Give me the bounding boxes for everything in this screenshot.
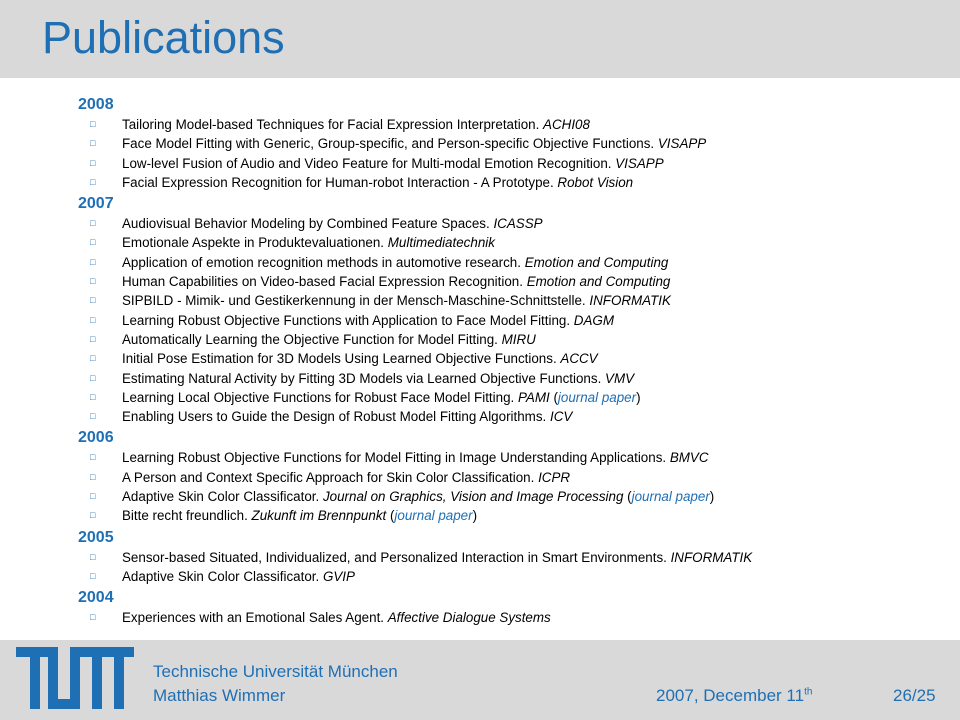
publication-title: Estimating Natural Activity by Fitting 3D Models via Learned Objective Functions.	[122, 370, 606, 386]
publication-item	[78, 214, 948, 233]
publication-item	[78, 291, 948, 310]
journal-paper-note: journal paper	[631, 489, 710, 505]
publication-title: Initial Pose Estimation for 3D Models Using Learned Objective Functions.	[122, 351, 561, 367]
publication-list	[78, 93, 948, 628]
square-bullet-icon: □	[90, 353, 96, 364]
publication-item	[78, 311, 948, 330]
publication-venue: ACHI08	[543, 117, 590, 132]
publication-venue: INFORMATIK	[670, 549, 753, 565]
square-bullet-icon: □	[90, 411, 96, 422]
publication-item	[78, 548, 948, 567]
square-bullet-icon: □	[90, 551, 96, 562]
publication-item	[78, 272, 948, 291]
note-close: )	[472, 508, 478, 524]
publication-item	[78, 448, 948, 467]
publication-item	[78, 173, 948, 192]
publication-venue: MIRU	[501, 331, 536, 347]
publication-venue: Emotion and Computing	[524, 254, 669, 270]
year-heading: 2004	[78, 589, 114, 607]
publication-title: Bitte recht freundlich.	[122, 508, 252, 524]
publication-item	[78, 608, 948, 627]
publication-venue: ICPR	[538, 469, 571, 485]
publication-venue: Journal on Graphics, Vision and Image Processing	[322, 489, 624, 505]
publication-venue: Zukunft im Brennpunkt	[251, 508, 387, 524]
publication-venue: Robot Vision	[557, 174, 634, 190]
publication-venue: VISAPP	[657, 136, 707, 152]
square-bullet-icon: □	[90, 510, 96, 521]
square-bullet-icon: □	[90, 391, 96, 402]
publication-title: Learning Robust Objective Functions with Application to Face Model Fitting.	[122, 312, 574, 328]
publication-item	[78, 233, 948, 252]
square-bullet-icon: □	[90, 452, 96, 463]
publication-title: A Person and Context Specific Approach for Skin Color Classification.	[122, 469, 539, 485]
square-bullet-icon: □	[90, 218, 96, 229]
footer-bar	[0, 640, 960, 720]
publication-venue: ACCV	[560, 351, 598, 367]
note-open: (	[386, 508, 395, 524]
page-number: 26/25	[893, 686, 936, 705]
note-close: )	[709, 489, 715, 505]
publication-title: Emotionale Aspekte in Produktevaluationen.	[122, 235, 388, 251]
publication-title: Learning Robust Objective Functions for Model Fitting in Image Understanding Applications.	[122, 450, 670, 466]
publication-item	[78, 388, 948, 407]
square-bullet-icon: □	[90, 119, 96, 129]
year-heading: 2006	[78, 429, 114, 447]
square-bullet-icon: □	[90, 295, 96, 306]
publication-title: Human Capabilities on Video-based Facial Expression Recognition.	[122, 274, 527, 290]
year-heading: 2008	[78, 96, 114, 113]
publication-venue: Multimediatechnik	[387, 235, 495, 251]
publication-venue: BMVC	[669, 450, 709, 466]
square-bullet-icon: □	[90, 372, 96, 383]
square-bullet-icon: □	[90, 138, 96, 149]
journal-paper-note: journal paper	[394, 508, 473, 524]
publication-title: Face Model Fitting with Generic, Group-specific, and Person-specific Objective Functions.	[122, 136, 658, 152]
publication-title: Enabling Users to Guide the Design of Robust Model Fitting Algorithms.	[122, 409, 550, 425]
publication-item	[78, 134, 948, 153]
publication-venue: PAMI	[517, 389, 550, 405]
publication-item	[78, 330, 948, 349]
publication-venue: Emotion and Computing	[526, 274, 671, 290]
publication-title: Audiovisual Behavior Modeling by Combined Feature Spaces.	[122, 216, 494, 232]
square-bullet-icon: □	[90, 276, 96, 287]
page-title: Publications	[42, 12, 285, 63]
square-bullet-icon: □	[90, 256, 96, 267]
publication-venue: INFORMATIK	[589, 293, 671, 309]
square-bullet-icon: □	[90, 570, 96, 581]
presentation-date: 2007, December 11th	[656, 686, 813, 705]
publication-item	[78, 407, 948, 426]
square-bullet-icon: □	[90, 612, 96, 623]
publication-title: Adaptive Skin Color Classificator.	[122, 489, 323, 505]
publication-item	[78, 567, 948, 586]
year-heading: 2007	[78, 195, 114, 213]
publication-title: Automatically Learning the Objective Function for Model Fitting.	[122, 331, 502, 347]
publication-venue: ICASSP	[493, 216, 543, 232]
square-bullet-icon: □	[90, 176, 96, 187]
year-heading: 2005	[78, 528, 114, 546]
publication-venue: VMV	[605, 370, 635, 386]
publication-title: Facial Expression Recognition for Human-robot Interaction - A Prototype.	[122, 174, 558, 190]
publication-venue: GVIP	[322, 568, 355, 584]
publication-item	[78, 468, 948, 487]
publication-item	[78, 349, 948, 368]
square-bullet-icon: □	[90, 314, 96, 325]
square-bullet-icon: □	[90, 471, 96, 482]
publication-item	[78, 115, 948, 134]
note-close: )	[636, 389, 641, 405]
journal-paper-note: journal paper	[557, 389, 637, 405]
publication-title: Tailoring Model-based Techniques for Facial Expression Interpretation.	[122, 117, 544, 132]
publication-item	[78, 487, 948, 506]
square-bullet-icon: □	[90, 333, 96, 344]
publication-title: Adaptive Skin Color Classificator.	[122, 568, 323, 584]
note-open: (	[549, 389, 558, 405]
note-open: (	[623, 489, 632, 505]
publication-venue: Affective Dialogue Systems	[387, 610, 551, 626]
publication-title: SIPBILD - Mimik- und Gestikerkennung in der Mensch-Maschine-Schnittstelle.	[122, 293, 590, 309]
publication-item	[78, 253, 948, 272]
author-name: Matthias Wimmer	[153, 686, 286, 705]
publication-item	[78, 154, 948, 173]
publication-venue: ICV	[549, 409, 573, 425]
publication-item	[78, 506, 948, 525]
publication-title: Sensor-based Situated, Individualized, and Personalized Interaction in Smart Environments.	[122, 549, 671, 565]
square-bullet-icon: □	[90, 237, 96, 248]
square-bullet-icon: □	[90, 491, 96, 502]
square-bullet-icon: □	[90, 157, 96, 168]
publication-title: Learning Local Objective Functions for Robust Face Model Fitting.	[122, 389, 518, 405]
publication-venue: VISAPP	[615, 155, 664, 171]
publication-title: Experiences with an Emotional Sales Agent.	[122, 610, 388, 626]
university-name: Technische Universität München	[153, 662, 398, 681]
publication-title: Application of emotion recognition methods in automotive research.	[122, 254, 525, 270]
publication-item	[78, 369, 948, 388]
publication-title: Low-level Fusion of Audio and Video Feature for Multi-modal Emotion Recognition.	[122, 155, 616, 171]
publication-venue: DAGM	[573, 312, 614, 328]
tum-logo	[16, 647, 134, 709]
